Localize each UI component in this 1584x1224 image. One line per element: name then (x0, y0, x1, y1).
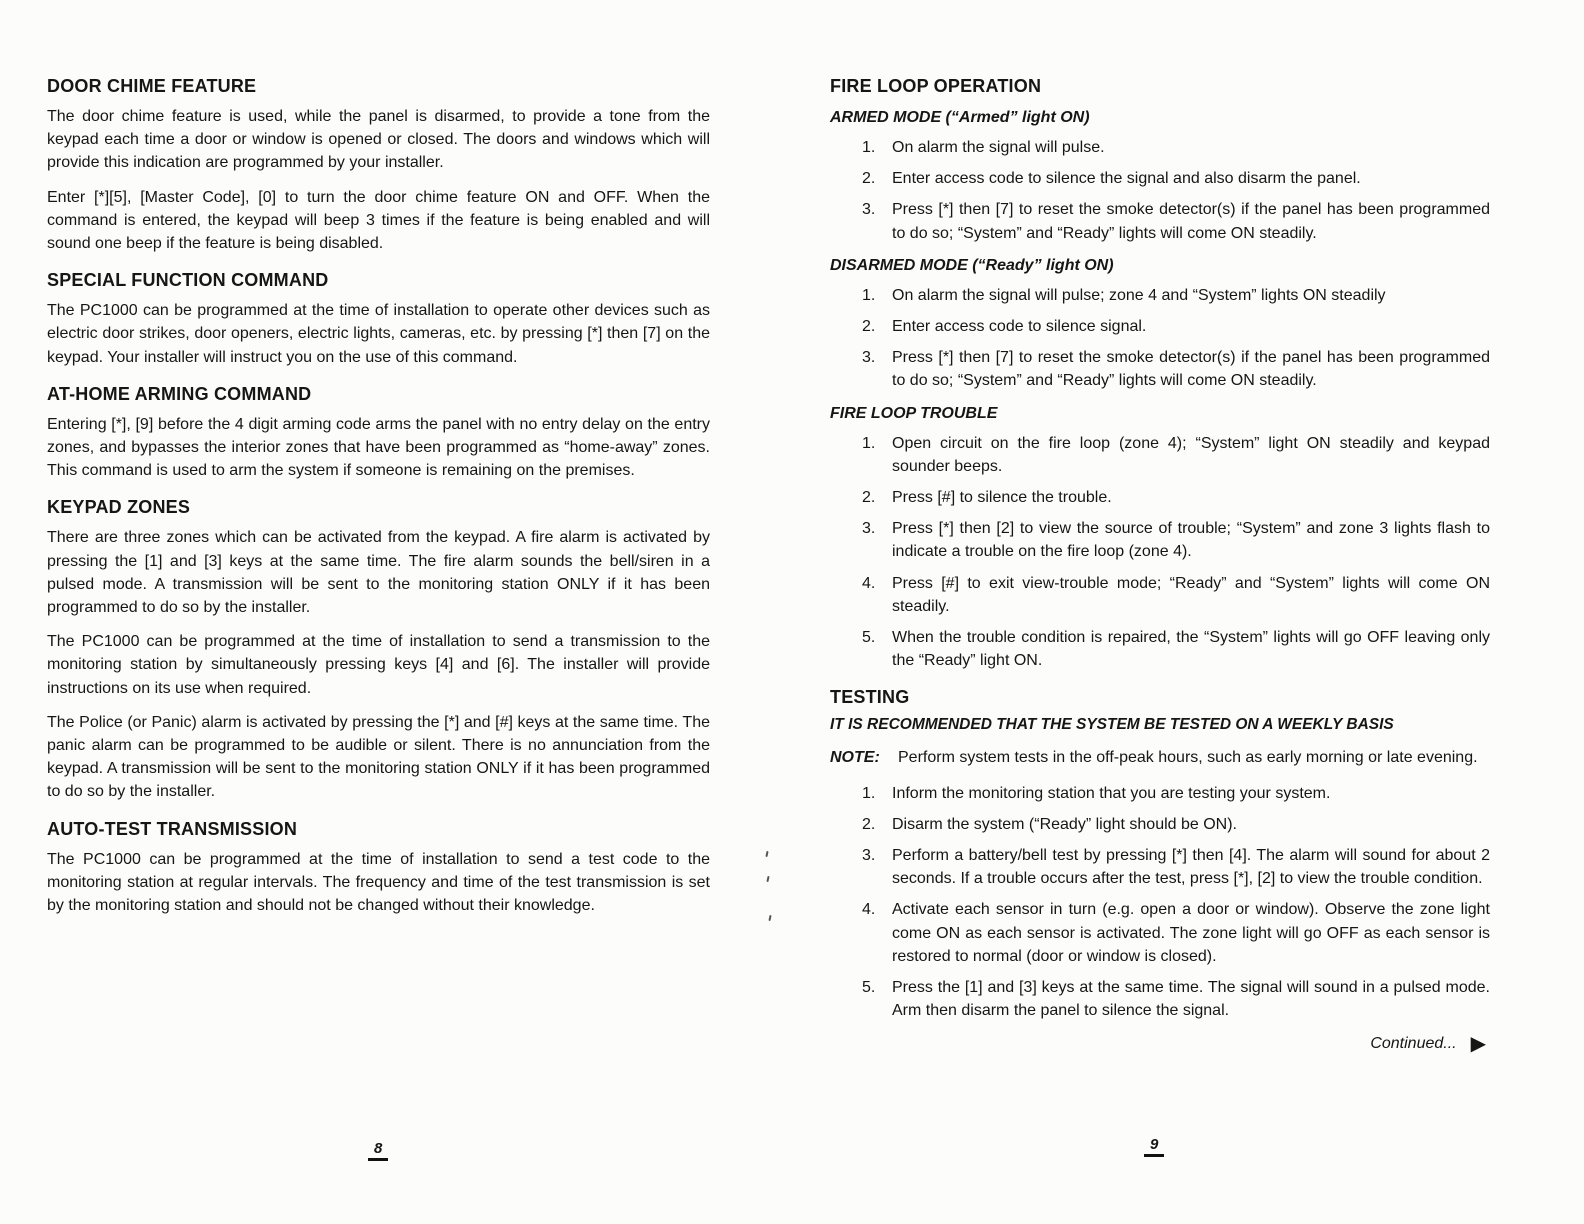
scan-artifact (768, 915, 771, 921)
paragraph: The PC1000 can be programmed at the time of installation to operate other devices such as electric door strikes, door openers, electric lights, cameras, etc. by pressing [*] then [7] on the keypad. Your installer will instruct you on the use of this command. (47, 302, 710, 366)
list-item: Press [#] to exit view-trouble mode; “Ready” and “System” lights will come ON steadily. (892, 574, 1490, 615)
numbered-list (830, 432, 1490, 673)
continued-label: Continued... (1370, 1035, 1457, 1053)
continued-line (830, 1034, 1490, 1054)
list-item: Press [*] then [2] to view the source of trouble; “System” and zone 3 lights flash to indicate a trouble on the fire loop (zone 4). (892, 520, 1490, 561)
subsection-armed-mode (830, 109, 1490, 245)
list-item: Press [*] then [7] to reset the smoke detector(s) if the panel has been programmed to do so; “System” and “Ready” lights will come ON steadily. (892, 349, 1490, 390)
testing-tagline: IT IS RECOMMENDED THAT THE SYSTEM BE TESTED ON A WEEKLY BASIS (830, 716, 1394, 734)
paragraph: The PC1000 can be programmed at the time of installation to send a test code to the monitoring station at regular intervals. The frequency and time of the test transmission is set by the monitoring station and should not be changed without their knowledge. (47, 850, 710, 915)
paragraph: The door chime feature is used, while the panel is disarmed, to provide a tone from the keypad each time a door or window is opened or closed. The doors and windows which will provide this indication are programmed by your installer. (47, 108, 710, 172)
subsection-heading: DISARMED MODE (“Ready” light ON) (830, 256, 1114, 274)
list-item: Press [#] to silence the trouble. (892, 489, 1112, 507)
section-heading: TESTING (830, 687, 910, 708)
section-special-function (47, 270, 710, 369)
paragraph: There are three zones which can be activated from the keypad. A fire alarm is activated by pressing the [1] and [3] keys at the same time. The fire alarm sounds the bell/siren in a pulsed mode. A transmission will be sent to the monitoring station ONLY if it has been programmed to do so by the installer. (47, 529, 710, 617)
paragraph: The Police (or Panic) alarm is activated by pressing the [*] and [#] keys at the same time. The panic alarm can be programmed to be audible or silent. There is no annunciation from the keypad. A transmission will be sent to the monitoring station ONLY if it has been programmed to do so by the installer. (47, 713, 710, 801)
list-item: When the trouble condition is repaired, the “System” lights will go OFF leaving only the “Ready” light ON. (892, 629, 1490, 670)
page-number-right: 9 (1144, 1136, 1164, 1157)
scan-artifact (765, 851, 768, 857)
section-heading: DOOR CHIME FEATURE (47, 76, 257, 96)
numbered-list (830, 284, 1490, 393)
paragraph: The PC1000 can be programmed at the time of installation to send a transmission to the monitoring station by simultaneously pressing keys [4] and [6]. The installer will provide instructions on its use when required. (47, 633, 710, 697)
note (830, 746, 1490, 769)
section-heading: KEYPAD ZONES (47, 497, 191, 518)
numbered-list (830, 136, 1490, 245)
list-item: On alarm the signal will pulse; zone 4 and “System” lights ON steadily (892, 286, 1386, 304)
section-testing (830, 687, 1490, 1054)
subsection-heading: FIRE LOOP TROUBLE (830, 404, 998, 422)
numbered-list (830, 782, 1490, 1023)
paragraph: Enter [*][5], [Master Code], [0] to turn the door chime feature ON and OFF. When the command is entered, the keypad will beep 3 times if the feature is being enabled and will sound one beep if the feature is being disabled. (47, 188, 710, 253)
page-left (47, 76, 710, 928)
page-right (830, 76, 1490, 1054)
subsection-heading: ARMED MODE (“Armed” light ON) (830, 109, 1090, 126)
section-auto-test (47, 819, 710, 918)
page-number-left: 8 (368, 1140, 388, 1161)
section-heading: AT-HOME ARMING COMMAND (47, 383, 312, 404)
list-item: Open circuit on the fire loop (zone 4); “System” light ON steadily and keypad sounder beeps. (892, 434, 1490, 475)
list-item: Press the [1] and [3] keys at the same time. The signal will sound in a pulsed mode. Arm then disarm the panel to silence the signal. (892, 979, 1490, 1020)
list-item: Activate each sensor in turn (e.g. open a door or window). Observe the zone light come ON as each sensor is activated. The zone light will go OFF as each sensor is restored to normal (door or window is closed). (892, 901, 1490, 965)
list-item: Inform the monitoring station that you are testing your system. (892, 784, 1331, 802)
section-heading: SPECIAL FUNCTION COMMAND (47, 270, 329, 291)
continued-arrow-icon: ▶ (1470, 1033, 1486, 1056)
subsection-fire-loop-trouble (830, 405, 1490, 673)
note-text: Perform system tests in the off-peak hours, such as early morning or late evening. (898, 749, 1478, 767)
section-heading: FIRE LOOP OPERATION (830, 76, 1042, 96)
section-door-chime (47, 76, 710, 255)
section-fire-loop-operation (830, 76, 1490, 672)
list-item: On alarm the signal will pulse. (892, 139, 1105, 156)
list-item: Disarm the system (“Ready” light should be ON). (892, 815, 1237, 833)
list-item: Enter access code to silence signal. (892, 318, 1147, 336)
section-heading: AUTO-TEST TRANSMISSION (47, 818, 298, 839)
section-keypad-zones (47, 497, 710, 803)
list-item: Perform a battery/bell test by pressing [*] then [4]. The alarm will sound for about 2 seconds. If a trouble occurs after the test, press [*], [2] to view the trouble condition. (892, 847, 1490, 888)
subsection-disarmed-mode (830, 257, 1490, 393)
section-at-home-arming (47, 384, 710, 483)
scan-artifact (766, 876, 769, 882)
paragraph: Entering [*], [9] before the 4 digit arming code arms the panel with no entry delay on the entry zones, and bypasses the interior zones that have been programmed as “home-away” zones. This command is used to arm the system if someone is remaining on the premises. (47, 415, 710, 480)
list-item: Enter access code to silence the signal and also disarm the panel. (892, 170, 1361, 188)
list-item: Press [*] then [7] to reset the smoke detector(s) if the panel has been programmed to do so; “System” and “Ready” lights will come ON steadily. (892, 201, 1490, 242)
note-label: NOTE: (830, 749, 880, 767)
